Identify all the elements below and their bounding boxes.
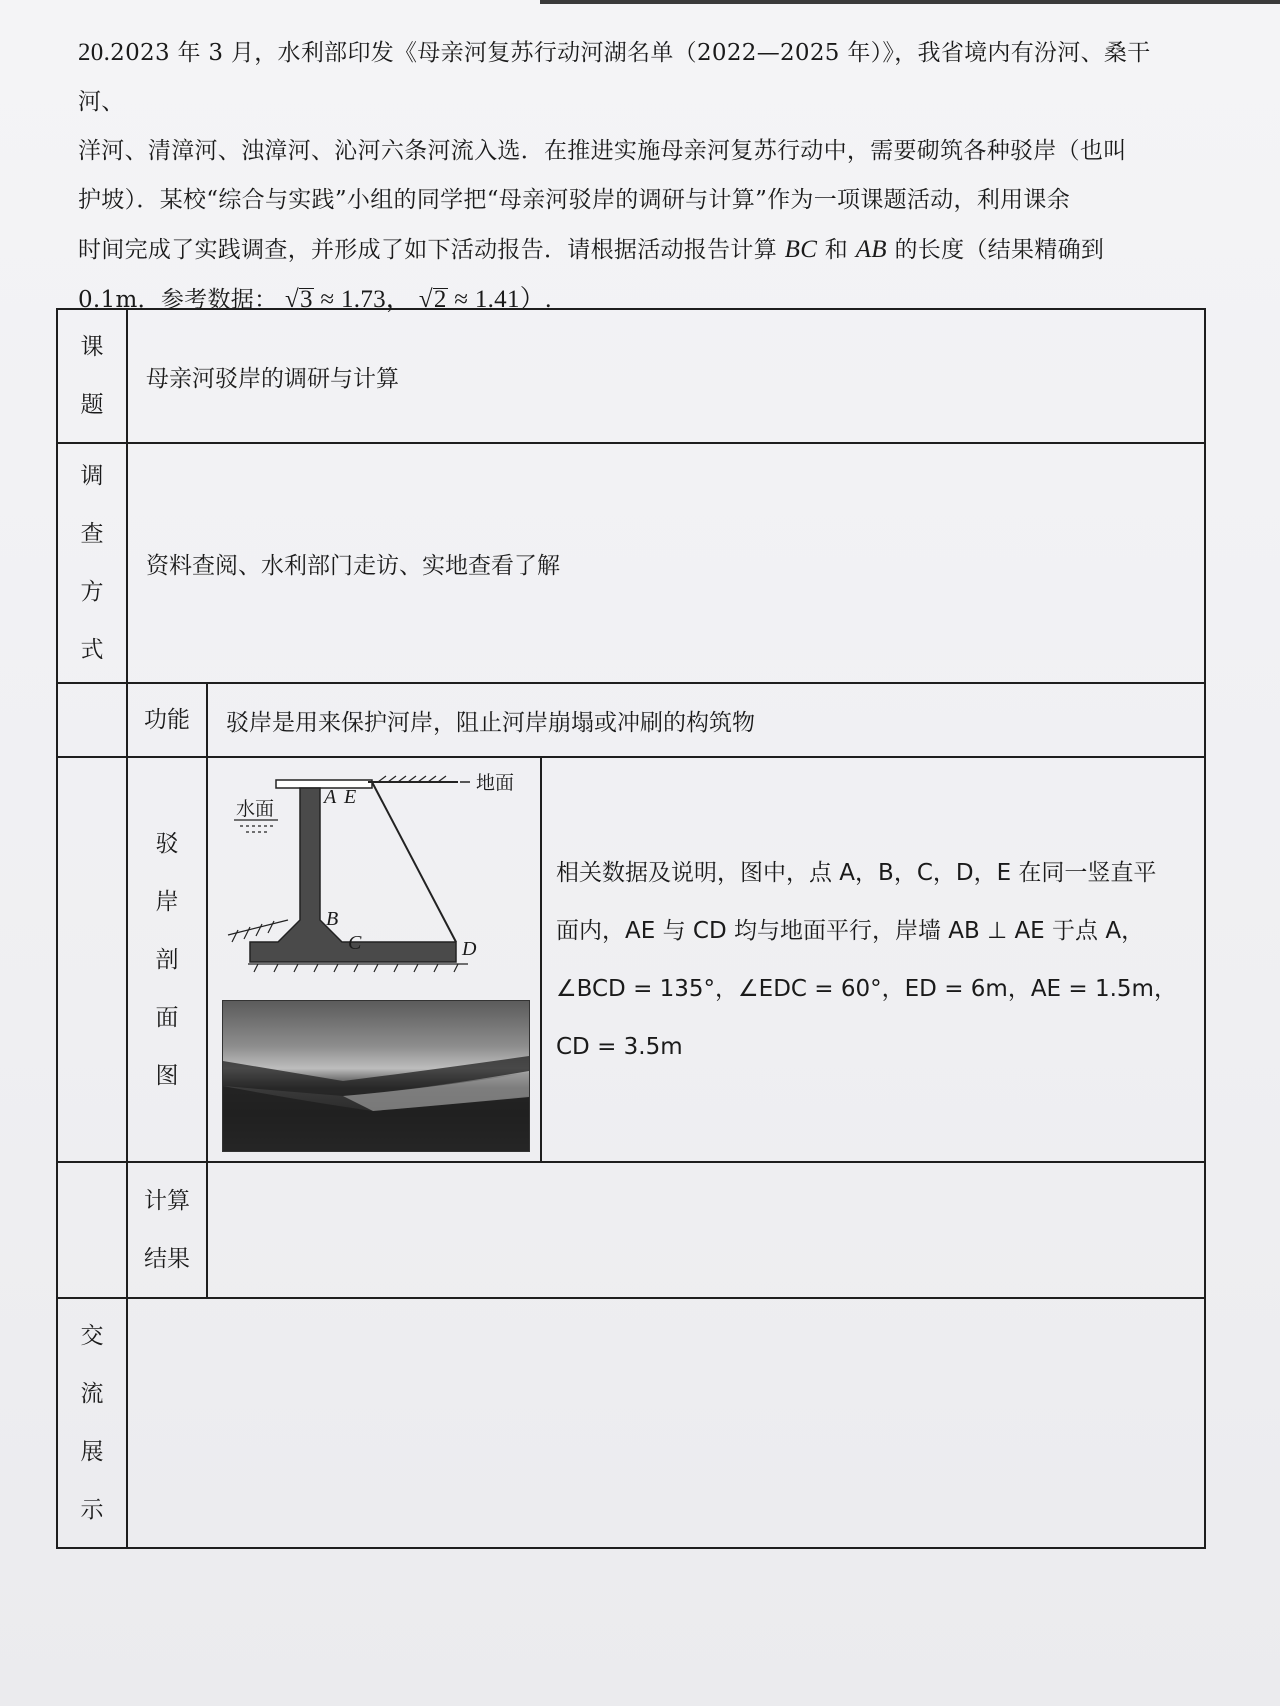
function-label: 功能 [127, 683, 207, 757]
question-line-2: 洋河、清漳河、浊漳河、沁河六条河流入选．在推进实施母亲河复苏行动中，需要砌筑各种驳岸（也叫 [78, 138, 1127, 164]
question-line-5: 0.1m．参考数据： √3 ≈ 1.73， √2 ≈ 1.41）. [78, 286, 552, 313]
explain-line-2: 面内，AE 与 CD 均与地面平行，岸墙 AB ⊥ AE 于点 A， [556, 917, 1145, 944]
diagram-wrap [208, 760, 538, 1160]
point-d-label: D [462, 937, 477, 960]
row-topic [57, 309, 1205, 443]
exchange-label: 交 流 展 示 [57, 1298, 127, 1548]
left-bank-hatch [228, 920, 288, 942]
question-20 [78, 28, 1188, 325]
point-c-label: C [348, 931, 362, 954]
method-label: 调 查 方 式 [57, 443, 127, 683]
top-rule [540, 0, 1280, 4]
point-b-label: B [326, 907, 339, 930]
row-function [57, 683, 1205, 757]
question-line-3: 护坡）．某校“综合与实践”小组的同学把“母亲河驳岸的调研与计算”作为一项课题活动，利用课余 [78, 187, 1071, 213]
topic-value: 母亲河驳岸的调研与计算 [127, 309, 1205, 443]
section-diagram [207, 757, 541, 1162]
explain-line-1: 相关数据及说明，图中，点 A，B，C，D，E 在同一竖直平 [556, 859, 1157, 886]
river-photo-sketch [223, 1001, 529, 1151]
point-a-label: A [324, 785, 337, 808]
result-label: 计算 结果 [127, 1162, 207, 1298]
question-line-4: 时间完成了实践调查，并形成了如下活动报告．请根据活动报告计算 BC 和 AB 的长度（结果精确到 [78, 236, 1105, 263]
slope-ed [372, 782, 456, 942]
point-e-label: E [344, 785, 357, 808]
question-line-1: 20.2023 年 3 月，水利部印发《母亲河复苏行动河湖名单（2022—2025 年）》，我省境内有汾河、桑干河、 [78, 39, 1151, 115]
activity-report-table [56, 308, 1206, 1549]
topic-label: 课 题 [57, 309, 127, 443]
section-explanation [541, 757, 1205, 1162]
exchange-value [127, 1298, 1205, 1548]
row-exchange [57, 1298, 1205, 1548]
row-result [57, 1162, 1205, 1298]
method-value: 资料查阅、水利部门走访、实地查看了解 [127, 443, 1205, 683]
row-method [57, 443, 1205, 683]
water-marks [234, 820, 278, 832]
row-section [57, 757, 1205, 1162]
ground-label: 地面 [476, 771, 515, 794]
explain-line-3: ∠BCD = 135°，∠EDC = 60°，ED = 6m，AE = 1.5m， [556, 975, 1177, 1002]
explain-line-4: CD = 3.5m [556, 1033, 683, 1060]
water-label: 水面 [236, 797, 275, 820]
base-hatch [248, 964, 468, 972]
river-bank-photo [222, 1000, 530, 1152]
function-value: 驳岸是用来保护河岸，阻止河岸崩塌或冲刷的构筑物 [207, 683, 1205, 757]
section-label: 驳 岸 剖 面 图 [127, 757, 207, 1162]
result-value [207, 1162, 1205, 1298]
